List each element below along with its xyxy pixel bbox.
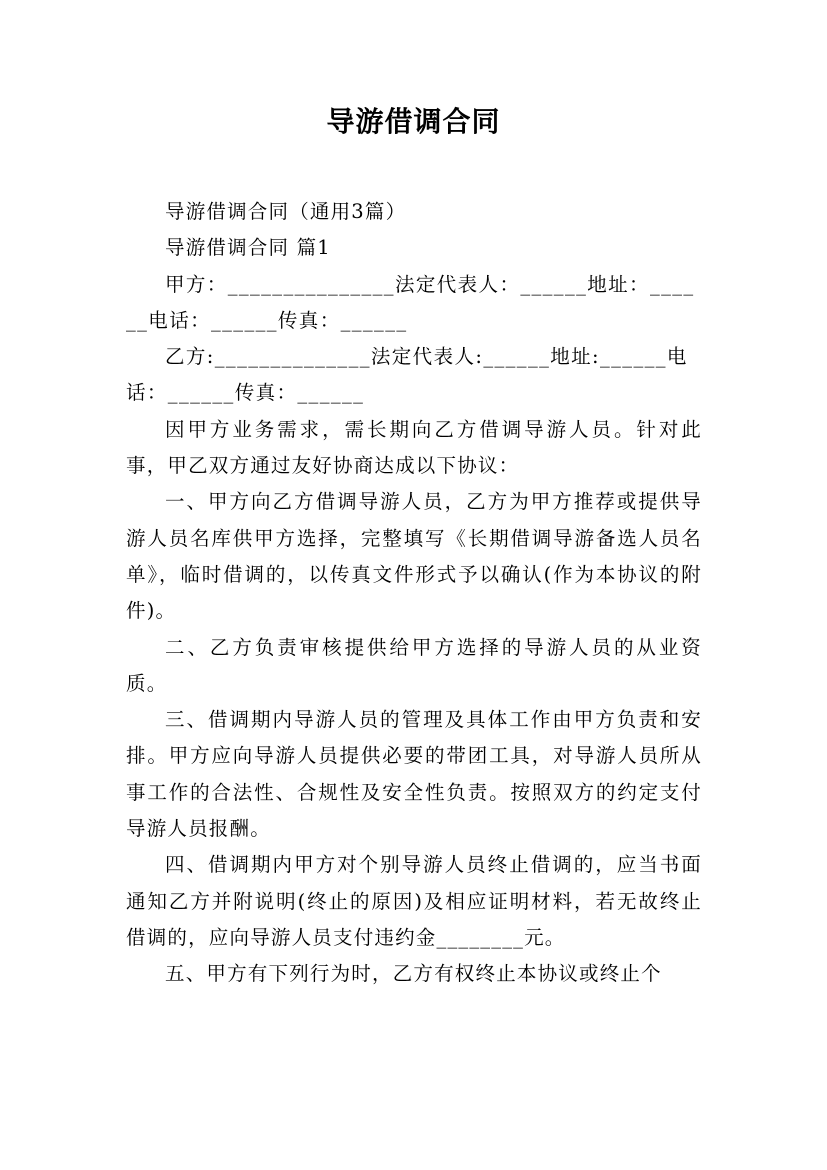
clause-4: 四、借调期内甲方对个别导游人员终止借调的，应当书面通知乙方并附说明(终止的原因)及相应证明材料，若无故终止借调的，应向导游人员支付违约金________元。 [126, 853, 702, 949]
party-b-info: 乙方:______________法定代表人:______地址:______电话：______传真：______ [126, 345, 688, 405]
clause-2: 二、乙方负责审核提供给甲方选择的导游人员的从业资质。 [126, 635, 702, 695]
party-a-info: 甲方：_______________法定代表人：______地址：______电话：______传真：______ [126, 272, 695, 332]
document-body [126, 194, 702, 993]
section-heading: 导游借调合同 篇1 [165, 236, 331, 260]
paragraph-intro: 因甲方业务需求，需长期向乙方借调导游人员。针对此事，甲乙双方通过友好协商达成以下协议： [126, 417, 702, 478]
clause-1: 一、甲方向乙方借调导游人员，乙方为甲方推荐或提供导游人员名库供甲方选择，完整填写《长期借调导游备选人员名单》，临时借调的，以传真文件形式予以确认(作为本协议的附件)。 [126, 490, 702, 623]
document-title: 导游借调合同 [326, 105, 501, 138]
clause-3: 三、借调期内导游人员的管理及具体工作由甲方负责和安排。甲方应向导游人员提供必要的带团工具，对导游人员所从事工作的合法性、合规性及安全性负责。按照双方的约定支付导游人员报酬。 [126, 708, 702, 841]
clause-5: 五、甲方有下列行为时，乙方有权终止本协议或终止个 [165, 962, 662, 986]
document-subtitle: 导游借调合同（通用3篇） [165, 200, 407, 223]
